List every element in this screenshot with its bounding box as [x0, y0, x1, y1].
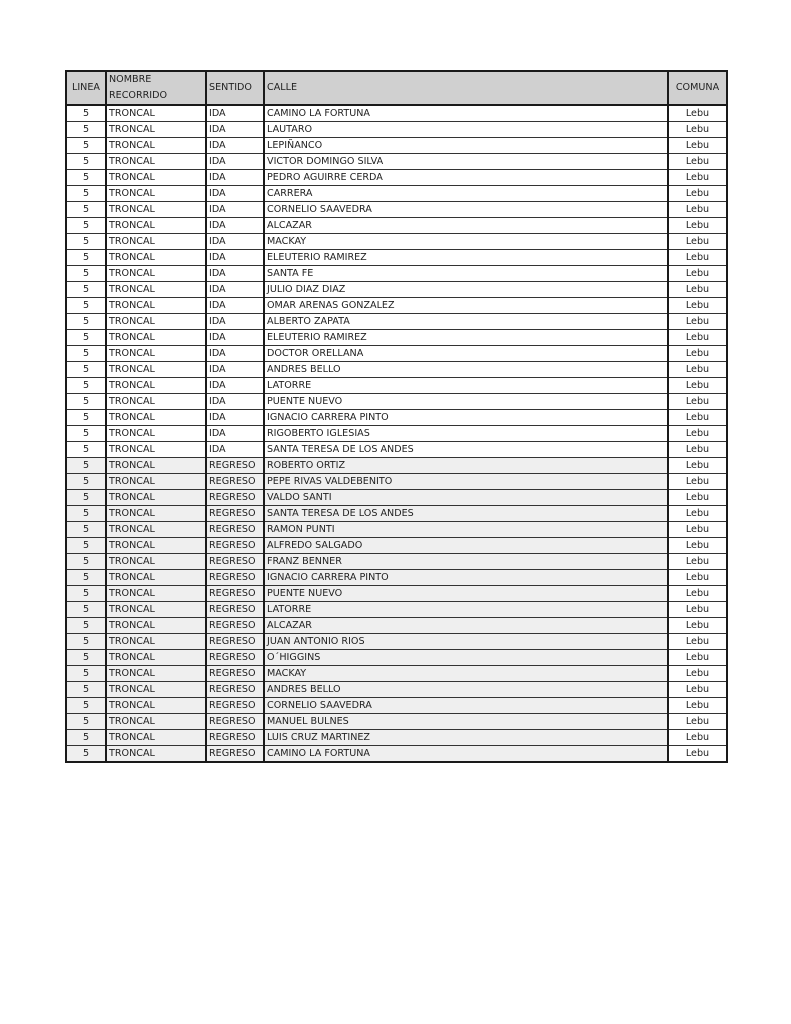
cell-comuna: Lebu	[668, 650, 727, 666]
cell-linea: 5	[66, 602, 106, 618]
cell-linea: 5	[66, 346, 106, 362]
cell-nombre-recorrido: TRONCAL	[106, 138, 206, 154]
cell-calle: ALFREDO SALGADO	[264, 538, 668, 554]
cell-comuna: Lebu	[668, 330, 727, 346]
cell-sentido: IDA	[206, 170, 264, 186]
header-nombre-line2: RECORRIDO	[109, 90, 168, 101]
cell-nombre-recorrido: TRONCAL	[106, 538, 206, 554]
cell-nombre-recorrido: TRONCAL	[106, 170, 206, 186]
table-row	[66, 730, 727, 746]
cell-nombre-recorrido: TRONCAL	[106, 186, 206, 202]
table-row	[66, 346, 727, 362]
cell-linea: 5	[66, 586, 106, 602]
cell-nombre-recorrido: TRONCAL	[106, 426, 206, 442]
cell-nombre-recorrido: TRONCAL	[106, 618, 206, 634]
cell-nombre-recorrido: TRONCAL	[106, 298, 206, 314]
table-row	[66, 314, 727, 330]
cell-comuna: Lebu	[668, 442, 727, 458]
table-row	[66, 122, 727, 138]
cell-comuna: Lebu	[668, 474, 727, 490]
cell-linea: 5	[66, 554, 106, 570]
header-comuna: COMUNA	[668, 71, 727, 105]
table-row	[66, 186, 727, 202]
cell-sentido: IDA	[206, 314, 264, 330]
table-body	[66, 105, 727, 762]
cell-sentido: IDA	[206, 442, 264, 458]
table-row	[66, 634, 727, 650]
cell-nombre-recorrido: TRONCAL	[106, 362, 206, 378]
cell-nombre-recorrido: TRONCAL	[106, 682, 206, 698]
cell-linea: 5	[66, 650, 106, 666]
cell-calle: PEPE RIVAS VALDEBENITO	[264, 474, 668, 490]
cell-sentido: IDA	[206, 250, 264, 266]
cell-calle: PUENTE NUEVO	[264, 586, 668, 602]
cell-nombre-recorrido: TRONCAL	[106, 554, 206, 570]
table-row	[66, 170, 727, 186]
cell-sentido: IDA	[206, 218, 264, 234]
cell-nombre-recorrido: TRONCAL	[106, 346, 206, 362]
table-row	[66, 105, 727, 122]
cell-comuna: Lebu	[668, 666, 727, 682]
cell-sentido: IDA	[206, 426, 264, 442]
cell-sentido: REGRESO	[206, 554, 264, 570]
cell-sentido: IDA	[206, 105, 264, 122]
table-row	[66, 538, 727, 554]
table-row	[66, 410, 727, 426]
table-row	[66, 442, 727, 458]
cell-linea: 5	[66, 234, 106, 250]
cell-linea: 5	[66, 202, 106, 218]
cell-comuna: Lebu	[668, 746, 727, 763]
cell-comuna: Lebu	[668, 602, 727, 618]
table-row	[66, 154, 727, 170]
cell-calle: IGNACIO CARRERA PINTO	[264, 410, 668, 426]
cell-linea: 5	[66, 330, 106, 346]
cell-calle: ANDRES BELLO	[264, 682, 668, 698]
cell-calle: OMAR ARENAS GONZALEZ	[264, 298, 668, 314]
cell-nombre-recorrido: TRONCAL	[106, 266, 206, 282]
cell-nombre-recorrido: TRONCAL	[106, 698, 206, 714]
table-row	[66, 266, 727, 282]
table-row	[66, 554, 727, 570]
cell-comuna: Lebu	[668, 634, 727, 650]
cell-sentido: REGRESO	[206, 634, 264, 650]
table-row	[66, 298, 727, 314]
cell-calle: RAMON PUNTI	[264, 522, 668, 538]
cell-linea: 5	[66, 138, 106, 154]
cell-comuna: Lebu	[668, 282, 727, 298]
cell-comuna: Lebu	[668, 154, 727, 170]
cell-sentido: IDA	[206, 234, 264, 250]
cell-comuna: Lebu	[668, 410, 727, 426]
cell-sentido: IDA	[206, 298, 264, 314]
cell-calle: ALCAZAR	[264, 618, 668, 634]
cell-calle: ROBERTO ORTIZ	[264, 458, 668, 474]
cell-comuna: Lebu	[668, 122, 727, 138]
cell-sentido: REGRESO	[206, 714, 264, 730]
header-nombre-recorrido	[106, 71, 206, 105]
cell-comuna: Lebu	[668, 378, 727, 394]
cell-nombre-recorrido: TRONCAL	[106, 570, 206, 586]
cell-linea: 5	[66, 250, 106, 266]
cell-sentido: REGRESO	[206, 586, 264, 602]
cell-nombre-recorrido: TRONCAL	[106, 202, 206, 218]
cell-comuna: Lebu	[668, 538, 727, 554]
cell-calle: SANTA FE	[264, 266, 668, 282]
cell-linea: 5	[66, 298, 106, 314]
cell-sentido: IDA	[206, 378, 264, 394]
cell-sentido: IDA	[206, 154, 264, 170]
cell-nombre-recorrido: TRONCAL	[106, 586, 206, 602]
cell-calle: CAMINO LA FORTUNA	[264, 105, 668, 122]
cell-sentido: REGRESO	[206, 506, 264, 522]
cell-comuna: Lebu	[668, 570, 727, 586]
cell-nombre-recorrido: TRONCAL	[106, 122, 206, 138]
cell-comuna: Lebu	[668, 234, 727, 250]
table-row	[66, 698, 727, 714]
cell-comuna: Lebu	[668, 186, 727, 202]
cell-linea: 5	[66, 570, 106, 586]
table-row	[66, 746, 727, 763]
cell-calle: CORNELIO SAAVEDRA	[264, 202, 668, 218]
table-row	[66, 522, 727, 538]
cell-nombre-recorrido: TRONCAL	[106, 490, 206, 506]
cell-nombre-recorrido: TRONCAL	[106, 234, 206, 250]
table-row	[66, 650, 727, 666]
cell-calle: CAMINO LA FORTUNA	[264, 746, 668, 763]
cell-comuna: Lebu	[668, 394, 727, 410]
cell-linea: 5	[66, 490, 106, 506]
cell-comuna: Lebu	[668, 490, 727, 506]
cell-linea: 5	[66, 618, 106, 634]
cell-sentido: IDA	[206, 282, 264, 298]
table-row	[66, 426, 727, 442]
cell-linea: 5	[66, 314, 106, 330]
cell-calle: LEPIÑANCO	[264, 138, 668, 154]
cell-comuna: Lebu	[668, 554, 727, 570]
cell-linea: 5	[66, 666, 106, 682]
table-row	[66, 682, 727, 698]
cell-nombre-recorrido: TRONCAL	[106, 282, 206, 298]
cell-nombre-recorrido: TRONCAL	[106, 634, 206, 650]
cell-calle: ELEUTERIO RAMIREZ	[264, 250, 668, 266]
cell-sentido: REGRESO	[206, 602, 264, 618]
cell-linea: 5	[66, 506, 106, 522]
cell-nombre-recorrido: TRONCAL	[106, 105, 206, 122]
cell-sentido: IDA	[206, 186, 264, 202]
cell-nombre-recorrido: TRONCAL	[106, 378, 206, 394]
cell-comuna: Lebu	[668, 298, 727, 314]
cell-nombre-recorrido: TRONCAL	[106, 506, 206, 522]
cell-nombre-recorrido: TRONCAL	[106, 410, 206, 426]
cell-comuna: Lebu	[668, 138, 727, 154]
table-row	[66, 506, 727, 522]
cell-sentido: REGRESO	[206, 538, 264, 554]
cell-calle: SANTA TERESA DE LOS ANDES	[264, 442, 668, 458]
cell-nombre-recorrido: TRONCAL	[106, 154, 206, 170]
cell-nombre-recorrido: TRONCAL	[106, 522, 206, 538]
cell-sentido: REGRESO	[206, 730, 264, 746]
cell-comuna: Lebu	[668, 522, 727, 538]
cell-comuna: Lebu	[668, 426, 727, 442]
cell-calle: MACKAY	[264, 666, 668, 682]
cell-comuna: Lebu	[668, 202, 727, 218]
cell-calle: JULIO DIAZ DIAZ	[264, 282, 668, 298]
cell-nombre-recorrido: TRONCAL	[106, 730, 206, 746]
cell-nombre-recorrido: TRONCAL	[106, 218, 206, 234]
cell-linea: 5	[66, 522, 106, 538]
cell-sentido: IDA	[206, 346, 264, 362]
cell-sentido: REGRESO	[206, 650, 264, 666]
cell-calle: JUAN ANTONIO RIOS	[264, 634, 668, 650]
cell-calle: IGNACIO CARRERA PINTO	[264, 570, 668, 586]
table-row	[66, 202, 727, 218]
cell-sentido: REGRESO	[206, 490, 264, 506]
table-row	[66, 282, 727, 298]
cell-linea: 5	[66, 362, 106, 378]
cell-comuna: Lebu	[668, 698, 727, 714]
cell-comuna: Lebu	[668, 314, 727, 330]
cell-calle: LAUTARO	[264, 122, 668, 138]
cell-calle: O´HIGGINS	[264, 650, 668, 666]
cell-sentido: REGRESO	[206, 682, 264, 698]
cell-nombre-recorrido: TRONCAL	[106, 250, 206, 266]
header-calle: CALLE	[264, 71, 668, 105]
table-row	[66, 250, 727, 266]
cell-sentido: REGRESO	[206, 698, 264, 714]
cell-linea: 5	[66, 442, 106, 458]
table-row	[66, 474, 727, 490]
cell-sentido: REGRESO	[206, 522, 264, 538]
table-row	[66, 602, 727, 618]
cell-comuna: Lebu	[668, 105, 727, 122]
table-row	[66, 618, 727, 634]
cell-calle: CORNELIO SAAVEDRA	[264, 698, 668, 714]
header-sentido: SENTIDO	[206, 71, 264, 105]
cell-nombre-recorrido: TRONCAL	[106, 714, 206, 730]
cell-calle: LATORRE	[264, 378, 668, 394]
cell-sentido: REGRESO	[206, 458, 264, 474]
cell-linea: 5	[66, 698, 106, 714]
cell-nombre-recorrido: TRONCAL	[106, 602, 206, 618]
cell-calle: DOCTOR ORELLANA	[264, 346, 668, 362]
cell-comuna: Lebu	[668, 266, 727, 282]
cell-sentido: IDA	[206, 138, 264, 154]
table-row	[66, 490, 727, 506]
cell-sentido: IDA	[206, 410, 264, 426]
cell-comuna: Lebu	[668, 362, 727, 378]
cell-linea: 5	[66, 474, 106, 490]
cell-calle: LATORRE	[264, 602, 668, 618]
cell-comuna: Lebu	[668, 586, 727, 602]
cell-sentido: IDA	[206, 394, 264, 410]
cell-nombre-recorrido: TRONCAL	[106, 746, 206, 763]
cell-comuna: Lebu	[668, 682, 727, 698]
cell-calle: ELEUTERIO RAMIREZ	[264, 330, 668, 346]
cell-nombre-recorrido: TRONCAL	[106, 474, 206, 490]
table-row	[66, 362, 727, 378]
table-row	[66, 234, 727, 250]
header-linea: LINEA	[66, 71, 106, 105]
cell-sentido: IDA	[206, 330, 264, 346]
cell-comuna: Lebu	[668, 170, 727, 186]
cell-comuna: Lebu	[668, 618, 727, 634]
cell-nombre-recorrido: TRONCAL	[106, 394, 206, 410]
cell-comuna: Lebu	[668, 730, 727, 746]
cell-sentido: REGRESO	[206, 570, 264, 586]
cell-calle: ANDRES BELLO	[264, 362, 668, 378]
table-row	[66, 458, 727, 474]
cell-linea: 5	[66, 378, 106, 394]
cell-calle: RIGOBERTO IGLESIAS	[264, 426, 668, 442]
cell-sentido: REGRESO	[206, 746, 264, 763]
cell-comuna: Lebu	[668, 458, 727, 474]
cell-sentido: REGRESO	[206, 666, 264, 682]
route-streets-table	[65, 70, 728, 763]
cell-nombre-recorrido: TRONCAL	[106, 458, 206, 474]
cell-sentido: IDA	[206, 362, 264, 378]
cell-linea: 5	[66, 186, 106, 202]
cell-sentido: REGRESO	[206, 474, 264, 490]
cell-nombre-recorrido: TRONCAL	[106, 666, 206, 682]
cell-nombre-recorrido: TRONCAL	[106, 314, 206, 330]
cell-linea: 5	[66, 746, 106, 763]
cell-linea: 5	[66, 458, 106, 474]
cell-linea: 5	[66, 282, 106, 298]
table-row	[66, 218, 727, 234]
cell-linea: 5	[66, 682, 106, 698]
cell-calle: VALDO SANTI	[264, 490, 668, 506]
cell-comuna: Lebu	[668, 506, 727, 522]
cell-comuna: Lebu	[668, 346, 727, 362]
cell-linea: 5	[66, 410, 106, 426]
cell-calle: FRANZ BENNER	[264, 554, 668, 570]
cell-calle: LUIS CRUZ MARTINEZ	[264, 730, 668, 746]
cell-sentido: IDA	[206, 202, 264, 218]
cell-linea: 5	[66, 266, 106, 282]
table-row	[66, 330, 727, 346]
table-row	[66, 666, 727, 682]
cell-linea: 5	[66, 730, 106, 746]
cell-calle: CARRERA	[264, 186, 668, 202]
cell-linea: 5	[66, 634, 106, 650]
cell-calle: VICTOR DOMINGO SILVA	[264, 154, 668, 170]
cell-comuna: Lebu	[668, 714, 727, 730]
cell-calle: SANTA TERESA DE LOS ANDES	[264, 506, 668, 522]
table-row	[66, 394, 727, 410]
table-row	[66, 138, 727, 154]
cell-calle: PUENTE NUEVO	[264, 394, 668, 410]
cell-linea: 5	[66, 426, 106, 442]
cell-linea: 5	[66, 218, 106, 234]
header-nombre-line1: NOMBRE	[109, 74, 152, 85]
cell-nombre-recorrido: TRONCAL	[106, 330, 206, 346]
cell-linea: 5	[66, 170, 106, 186]
cell-calle: ALCAZAR	[264, 218, 668, 234]
cell-linea: 5	[66, 394, 106, 410]
cell-sentido: REGRESO	[206, 618, 264, 634]
cell-calle: PEDRO AGUIRRE CERDA	[264, 170, 668, 186]
cell-nombre-recorrido: TRONCAL	[106, 650, 206, 666]
table-row	[66, 586, 727, 602]
table-header-row	[66, 71, 727, 105]
table-row	[66, 378, 727, 394]
table-row	[66, 570, 727, 586]
cell-linea: 5	[66, 105, 106, 122]
cell-sentido: IDA	[206, 266, 264, 282]
cell-linea: 5	[66, 714, 106, 730]
cell-linea: 5	[66, 122, 106, 138]
cell-calle: MANUEL BULNES	[264, 714, 668, 730]
cell-linea: 5	[66, 154, 106, 170]
table-row	[66, 714, 727, 730]
cell-linea: 5	[66, 538, 106, 554]
cell-sentido: IDA	[206, 122, 264, 138]
cell-nombre-recorrido: TRONCAL	[106, 442, 206, 458]
cell-comuna: Lebu	[668, 250, 727, 266]
cell-comuna: Lebu	[668, 218, 727, 234]
cell-calle: ALBERTO ZAPATA	[264, 314, 668, 330]
cell-calle: MACKAY	[264, 234, 668, 250]
